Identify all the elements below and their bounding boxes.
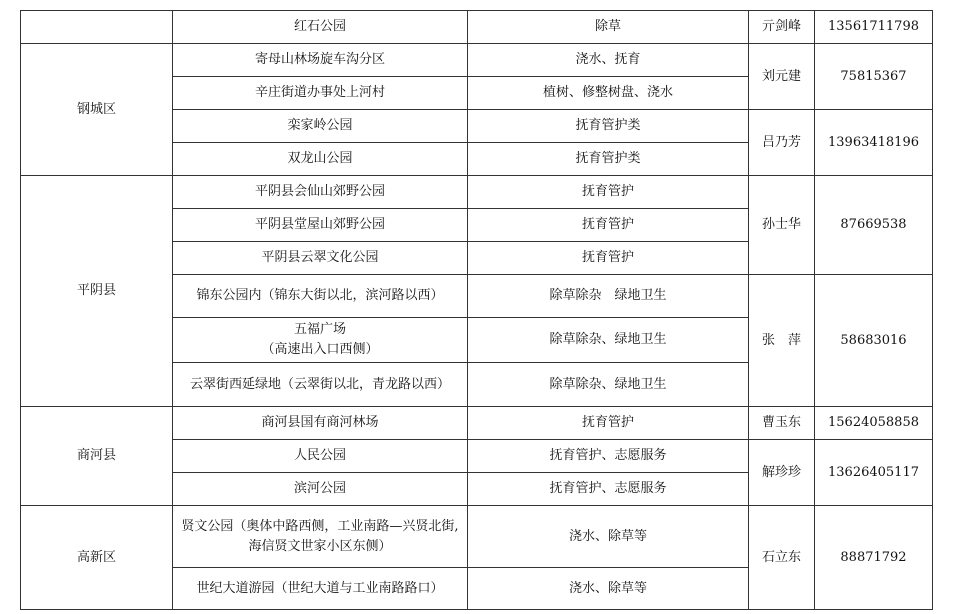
site-cell: 锦东公园内（锦东大街以北，滨河路以西） xyxy=(173,275,468,318)
volunteer-site-table xyxy=(20,10,933,610)
site-cell: 人民公园 xyxy=(173,440,468,473)
district-cell: 平阴县 xyxy=(21,176,173,407)
task-cell: 除草除杂、绿地卫生 xyxy=(468,318,749,363)
table-row xyxy=(21,176,933,209)
phone-cell: 13963418196 xyxy=(815,110,933,176)
task-cell: 抚育管护类 xyxy=(468,110,749,143)
district-cell xyxy=(21,11,173,44)
district-cell: 高新区 xyxy=(21,506,173,610)
site-cell: 滨河公园 xyxy=(173,473,468,506)
site-line: 五福广场 xyxy=(293,322,346,337)
task-cell: 抚育管护 xyxy=(468,176,749,209)
site-line: 贤文公园（奥体中路西侧，工业南路—兴贤北街, xyxy=(181,518,459,534)
site-cell: 平阴县堂屋山郊野公园 xyxy=(173,209,468,242)
table-row xyxy=(21,506,933,568)
site-cell: 栾家岭公园 xyxy=(173,110,468,143)
phone-cell: 87669538 xyxy=(815,176,933,275)
site-cell: 双龙山公园 xyxy=(173,143,468,176)
contact-cell: 石立东 xyxy=(749,506,815,610)
task-cell: 抚育管护 xyxy=(468,242,749,275)
task-cell: 除草 xyxy=(468,11,749,44)
site-cell: 辛庄街道办事处上河村 xyxy=(173,77,468,110)
task-cell: 抚育管护类 xyxy=(468,143,749,176)
site-line: 海信贤文世家小区东侧） xyxy=(248,538,392,554)
site-cell: 云翠街西延绿地（云翠街以北，青龙路以西） xyxy=(173,363,468,407)
table-row xyxy=(21,407,933,440)
contact-cell: 刘元建 xyxy=(749,44,815,110)
task-cell: 浇水、除草等 xyxy=(468,506,749,568)
district-cell: 钢城区 xyxy=(21,44,173,176)
contact-cell: 吕乃芳 xyxy=(749,110,815,176)
task-cell: 抚育管护、志愿服务 xyxy=(468,440,749,473)
site-cell xyxy=(173,506,468,568)
site-cell: 寄母山林场旋车沟分区 xyxy=(173,44,468,77)
table-row xyxy=(21,44,933,77)
task-cell: 植树、修整树盘、浇水 xyxy=(468,77,749,110)
task-cell: 除草除杂 绿地卫生 xyxy=(468,275,749,318)
phone-cell: 13561711798 xyxy=(815,11,933,44)
phone-cell: 88871792 xyxy=(815,506,933,610)
contact-cell: 曹玉东 xyxy=(749,407,815,440)
site-cell xyxy=(173,318,468,363)
contact-cell: 张 萍 xyxy=(749,275,815,407)
site-cell: 平阴县会仙山郊野公园 xyxy=(173,176,468,209)
table-row xyxy=(21,11,933,44)
contact-cell: 孙士华 xyxy=(749,176,815,275)
site-cell: 世纪大道游园（世纪大道与工业南路路口） xyxy=(173,568,468,610)
contact-cell: 亓剑峰 xyxy=(749,11,815,44)
phone-cell: 75815367 xyxy=(815,44,933,110)
phone-cell: 13626405117 xyxy=(815,440,933,506)
task-cell: 浇水、抚育 xyxy=(468,44,749,77)
task-cell: 抚育管护 xyxy=(468,209,749,242)
site-cell: 红石公园 xyxy=(173,11,468,44)
site-cell: 商河县国有商河林场 xyxy=(173,407,468,440)
task-cell: 抚育管护 xyxy=(468,407,749,440)
district-cell: 商河县 xyxy=(21,407,173,506)
phone-cell: 58683016 xyxy=(815,275,933,407)
phone-cell: 15624058858 xyxy=(815,407,933,440)
task-cell: 浇水、除草等 xyxy=(468,568,749,610)
task-cell: 抚育管护、志愿服务 xyxy=(468,473,749,506)
contact-cell: 解珍珍 xyxy=(749,440,815,506)
site-line: （高速出入口西侧） xyxy=(261,342,379,357)
task-cell: 除草除杂、绿地卫生 xyxy=(468,363,749,407)
site-cell: 平阴县云翠文化公园 xyxy=(173,242,468,275)
